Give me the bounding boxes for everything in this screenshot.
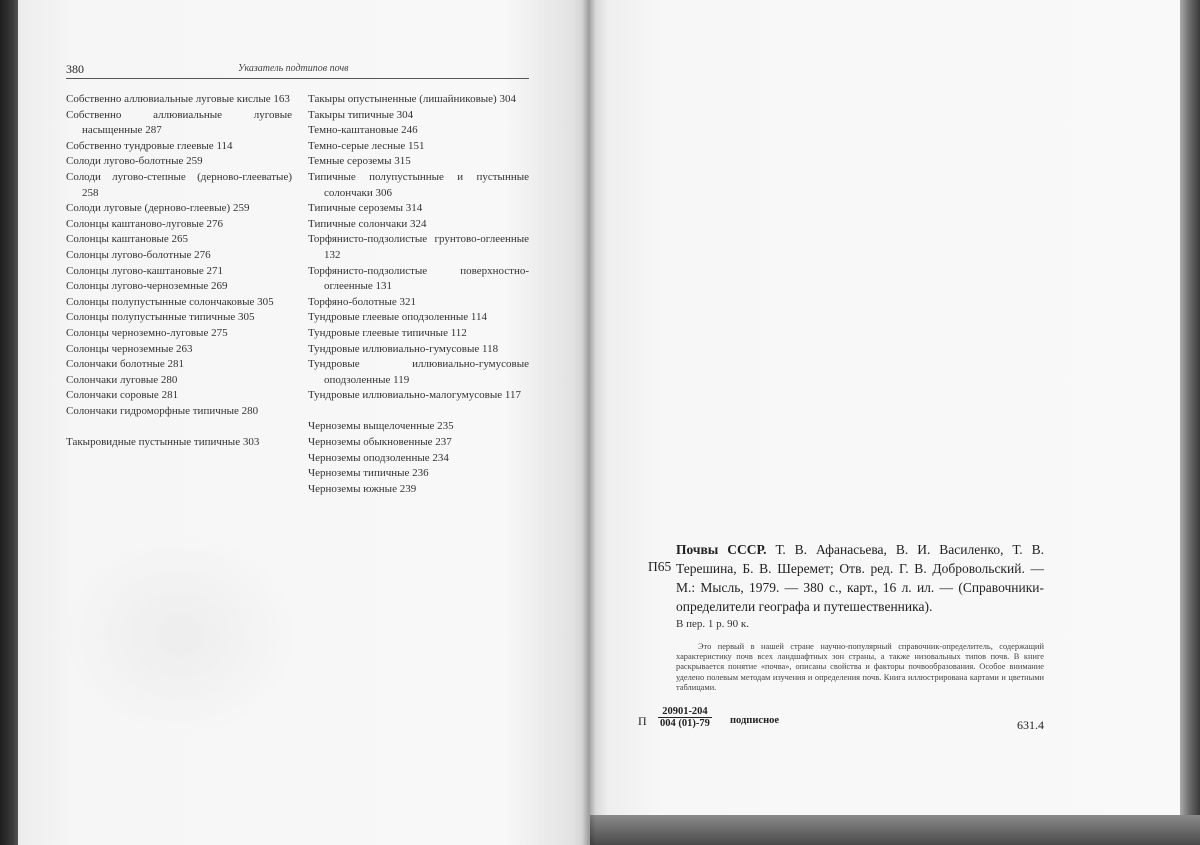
imprint-block [638,706,1044,736]
index-entry: Солоди лугово-болотные 259 [66,155,203,168]
book-cover-bottom-edge [590,815,1200,845]
index-entry: Черноземы типичные 236 [308,467,429,480]
imprint-numerator: 20901-204 [658,706,712,718]
running-head [66,62,529,79]
right-page [590,0,1180,818]
index-entry: Торфяно-болотные 321 [308,295,416,308]
udc-code: 631.4 [1017,718,1044,732]
index-entry: Солоди лугово-степные (дерново-глееватые) 258 [66,170,292,199]
book-gutter [582,0,596,845]
index-entry: Солонцы лугово-каштановые 271 [66,264,224,277]
index-entry: Торфянисто-подзолистые поверхностно-оглеенные 131 [308,264,529,293]
index-entry: Тундровые глеевые оподзоленные 114 [308,311,487,324]
book-annotation: Это первый в нашей стране научно-популярный справочник-определитель, содержащий характеристику почв всех ландшафтных зон страны, а также низовальных типов почв. В книге раскрывается понятие «почва», описаны свойства и факторы почвообразования. Особое внимание уделено полевым методам изучения и определения почв. Книга иллюстрирована картами и цветными таблицами. [676,642,1044,692]
page-number: 380 [66,62,84,76]
index-entry: Солончаки болотные 281 [66,358,184,371]
imprint-letter: П [638,714,647,728]
index-entry: Тундровые иллювиально-гумусовые 118 [308,342,499,355]
running-title: Указатель подтипов почв [238,63,349,74]
catalog-code: П65 [648,559,672,574]
index-entry: Темно-серые лесные 151 [308,139,425,152]
index-entry: Собственно тундровые глеевые 114 [66,139,233,152]
index-entry: Типичные полупустынные и пустынные солончаки 306 [308,170,529,199]
index-entry: Такыры типичные 304 [308,108,414,121]
index-entry: Солонцы лугово-болотные 276 [66,248,211,261]
index-entry: Солонцы черноземные 263 [66,342,193,355]
bibliographic-record [676,540,1044,616]
index-entry: Солончаки луговые 280 [66,373,178,386]
index-entry: Солончаки гидроморфные типичные 280 [66,404,259,417]
index-entry: Солоди луговые (дерново-глеевые) 259 [66,202,250,215]
index-entry: Такыры опустыненные (лишайниковые) 304 [308,93,516,105]
index-entry: Солонцы каштаново-луговые 276 [66,217,224,230]
section-gap [308,404,529,420]
imprint-note: подписное [730,715,780,726]
book-cover-right-edge [1178,0,1200,845]
index-entry: Солонцы полупустынные солончаковые 305 [66,295,274,308]
imprint-denominator: 004 (01)-79 [660,718,710,729]
index-entry: Черноземы выщелоченные 235 [308,420,454,433]
index-entry: Торфянисто-подзолистые грунтово-оглеенные 132 [308,233,529,261]
index-entry: Типичные сероземы 314 [308,202,423,215]
index-entry: Тундровые иллювиально-гумусовые оподзоленные 119 [308,358,529,386]
index-entry: Черноземы южные 239 [308,482,417,495]
index-entry: Черноземы оподзоленные 234 [308,451,449,464]
index-column-left [66,92,292,451]
index-entry: Тундровые иллювиально-малогумусовые 117 [308,389,521,402]
book-details: Т. В. Афанасьева, В. И. Василенко, Т. В. Терешина, Б. В. Шеремет; Отв. ред. Г. В. Добровольский. — М.: Мысль, 1979. — 380 с., карт., 16 л. ил. — (Справочники-определители географа и путешественника). [676,542,1044,614]
show-through-smudge [60,530,300,740]
index-entry: Солонцы черноземно-луговые 275 [66,326,228,339]
index-entry: Солонцы каштановые 265 [66,233,189,246]
section-gap [66,419,292,435]
index-entry: Такыровидные пустынные типичные 303 [66,436,260,449]
index-entry: Солончаки соровые 281 [66,389,179,402]
index-entry: Тундровые глеевые типичные 112 [308,326,467,339]
index-entry: Солонцы полупустынные типичные 305 [66,311,255,324]
index-entry: Темные сероземы 315 [308,155,411,168]
index-entry: Солонцы лугово-черноземные 269 [66,280,228,293]
price: В пер. 1 р. 90 к. [676,618,749,630]
index-column-right [308,92,529,497]
bibliographic-description [676,540,1044,616]
index-entry: Собственно аллювиальные луговые насыщенные 287 [66,108,292,137]
index-entry: Темно-каштановые 246 [308,124,418,137]
imprint-fraction [658,706,712,729]
book-title: Почвы СССР. [676,542,767,557]
index-entry: Собственно аллювиальные луговые кислые 163 [66,93,290,105]
index-entry: Типичные солончаки 324 [308,217,427,230]
index-entry: Черноземы обыкновенные 237 [308,436,452,449]
